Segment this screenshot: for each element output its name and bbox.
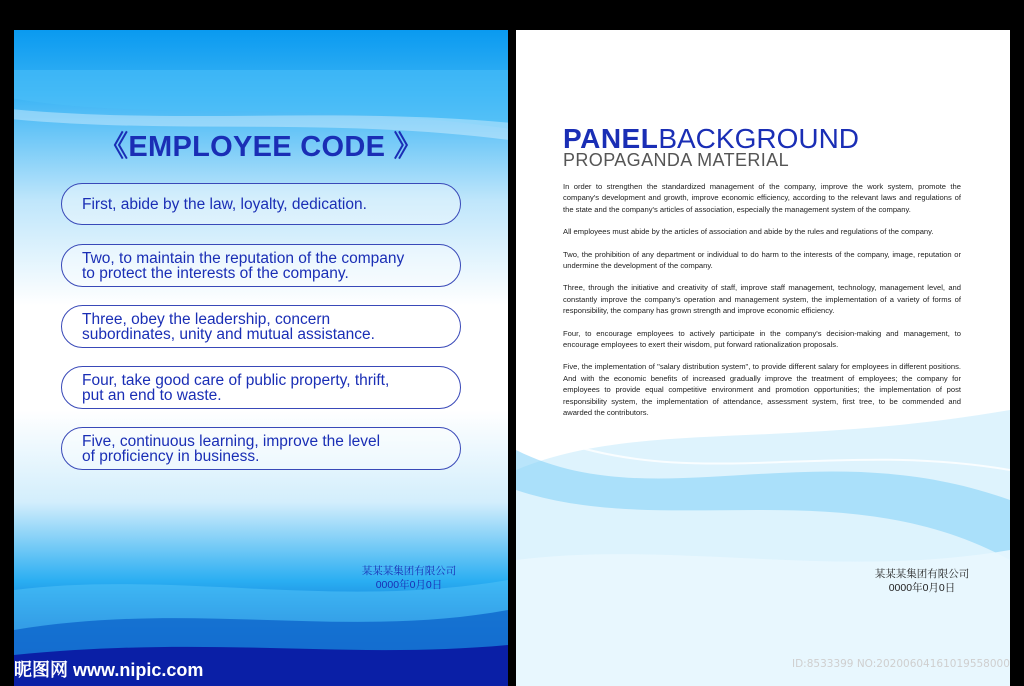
title-bold: PANEL xyxy=(563,123,659,154)
paragraph-6: Five, the implementation of "salary distribution system", to provide different salary for employees in different positions. And with the economic benefits of increased gradually improve the treatment of employees; the company for employees to provide equal competitive environment and promotion opportunities; the implementation of post responsibility system, the implementation of attendance, assessment system, first tree, to be commended and awarded the contributors. xyxy=(563,362,961,418)
watermark-site: www.nipic.com xyxy=(73,660,204,680)
propaganda-panel xyxy=(516,30,1010,686)
watermark-logo xyxy=(14,656,203,682)
code-item-5: Five, continuous learning, improve the level of proficiency in business. xyxy=(61,427,461,470)
company-block-left xyxy=(354,564,464,592)
date-text: 0000年0月0日 xyxy=(375,579,443,591)
paragraph-5: Four, to encourage employees to actively participate in the company's decision-making and management, to encourage employees to exert their wisdom, put forward rationalization proposals. xyxy=(563,328,961,350)
panel-subtitle: PROPAGANDA MATERIAL xyxy=(563,150,789,170)
company-block-right xyxy=(862,567,982,595)
company-name: 某某某集团有限公司 xyxy=(361,565,457,577)
code-item-2: Two, to maintain the reputation of the company to protect the interests of the company. xyxy=(61,244,461,287)
watermark-logo-text: 昵图网 xyxy=(14,660,68,680)
employee-code-panel xyxy=(14,30,508,686)
employee-code-title: 《EMPLOYEE CODE 》 xyxy=(99,131,423,163)
paragraph-2: All employees must abide by the articles of association and abide by the rules and regulations of the company. xyxy=(563,227,934,237)
title-light: BACKGROUND xyxy=(658,123,860,154)
paragraph-1: In order to strengthen the standardized management of the company, improve the work system, promote the company's development and growth, improve economic efficiency, according to the relevant laws and regulations of the state and the company's articles of association, especially the management system of the company. xyxy=(563,182,961,214)
code-item-1: First, abide by the law, loyalty, dedication. xyxy=(61,183,461,225)
date-text: 0000年0月0日 xyxy=(888,582,956,594)
paragraph-3: Two, the prohibition of any department or individual to do harm to the interests of the company, image, reputation or undermine the development of the company. xyxy=(563,249,961,271)
company-name: 某某某集团有限公司 xyxy=(874,568,970,580)
paragraph-4: Three, through the initiative and creativity of staff, improve staff management, technology, management level, and constantly improve the company's operation and management system, the implementation of a variety of forms of responsibility, the company has grown strength and improve economic efficiency. xyxy=(563,283,961,316)
body-text xyxy=(563,181,961,430)
wave-background xyxy=(516,410,1010,686)
code-item-4: Four, take good care of public property, thrift, put an end to waste. xyxy=(61,366,461,409)
code-item-3: Three, obey the leadership, concern subordinates, unity and mutual assistance. xyxy=(61,305,461,348)
watermark-id: ID:8533399 NO:20200604161019558000 xyxy=(792,658,1010,670)
